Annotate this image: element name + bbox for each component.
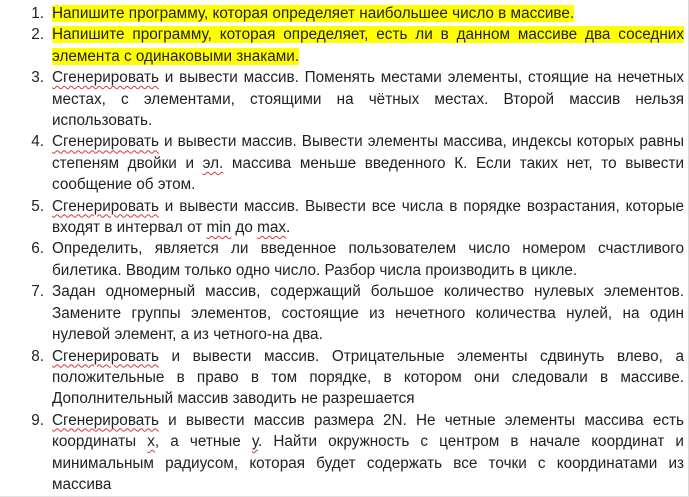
list-item-text: [52, 346, 684, 410]
list-item-5: [0, 196, 686, 239]
list-item-text: [52, 67, 684, 131]
task-list: [0, 3, 686, 495]
list-number: 2.: [31, 26, 44, 44]
list-item-text: [52, 3, 684, 24]
highlighted-text: Напишите программу, которая определяет, есть ли в данном массиве два соседних элемента с одинаковыми знаками.: [52, 26, 684, 65]
text-run: и вывести массив. Вывести элементы массива, индексы которых равны степеням двойки и: [52, 133, 684, 172]
text-run: и вывести массив. Отрицательные элементы сдвинуть влево, а положительные в право в том порядке, в котором они следовали в массиве. Дополнительный массив заводить не разрешается: [52, 347, 684, 408]
list-item-text: [52, 131, 684, 195]
spellcheck-word: max: [257, 219, 287, 237]
spellcheck-word: у: [251, 433, 259, 451]
text-run: . Найти окружность с центром в начале координат и минимальным радиусом, которая будет содержать все точки с координатами из массива: [52, 433, 684, 493]
list-item-7: [0, 281, 686, 345]
spellcheck-word: х: [147, 433, 155, 451]
text-run: и вывести массив размера 2N. Не четные элементы массива есть координаты: [52, 411, 684, 451]
text-run: Задан одномерный массив, содержащий большое количество нулевых элементов. Замените группы элементов, состоящие из нечетного количества нулей, на один нулевой элемент, а из четного-на два.: [52, 283, 684, 344]
spellcheck-word: эл.: [202, 154, 224, 172]
list-item-text: [52, 410, 684, 496]
list-item-text: [52, 196, 684, 239]
text-run: массива меньше введенного К. Если таких нет, то вывести сообщение об этом.: [52, 154, 685, 194]
text-run: .: [286, 219, 291, 237]
list-number: 6.: [31, 240, 44, 258]
highlighted-text: Напишите программу, которая определяет наибольшее число в массиве.: [52, 5, 575, 22]
text-run: и вывести массив. Поменять местами элементы, стоящие на нечетных местах, с элементами, стоящими на чётных местах. Второй массив нельзя использовать.: [52, 69, 684, 130]
text-run: и вывести массив. Вывести все числа в порядке возрастания, которые входят в интервал от: [52, 197, 684, 237]
spellcheck-word: Сгенерировать: [52, 133, 159, 151]
list-item-text: [52, 238, 684, 281]
list-item-text: [52, 24, 684, 67]
list-item-2: [0, 24, 686, 67]
spellcheck-word: min: [206, 219, 232, 237]
spellcheck-word: Сгенерировать: [52, 411, 159, 429]
spellcheck-word: Сгенерировать: [52, 69, 159, 87]
list-number: 7.: [31, 283, 44, 301]
list-number: 5.: [31, 197, 44, 215]
list-item-1: [0, 3, 686, 24]
list-item-3: [0, 67, 686, 131]
list-number: 9.: [31, 411, 44, 429]
list-number: 4.: [31, 133, 44, 151]
list-item-text: [52, 281, 684, 345]
list-item-4: [0, 131, 686, 195]
text-run: Определить, является ли введенное пользователем число номером счастливого билетика. Вводим только одно число. Разбор числа производить в цикле.: [52, 240, 684, 279]
text-run: до: [231, 219, 258, 237]
list-item-6: [0, 238, 686, 281]
list-number: 1.: [31, 5, 44, 22]
spellcheck-word: Сгенерировать: [52, 197, 159, 215]
spellcheck-word: Сгенерировать: [52, 347, 159, 365]
list-number: 8.: [31, 347, 44, 365]
list-item-9: [0, 410, 686, 496]
list-number: 3.: [31, 69, 44, 87]
list-item-8: [0, 346, 686, 410]
text-run: , а четные: [154, 433, 252, 451]
